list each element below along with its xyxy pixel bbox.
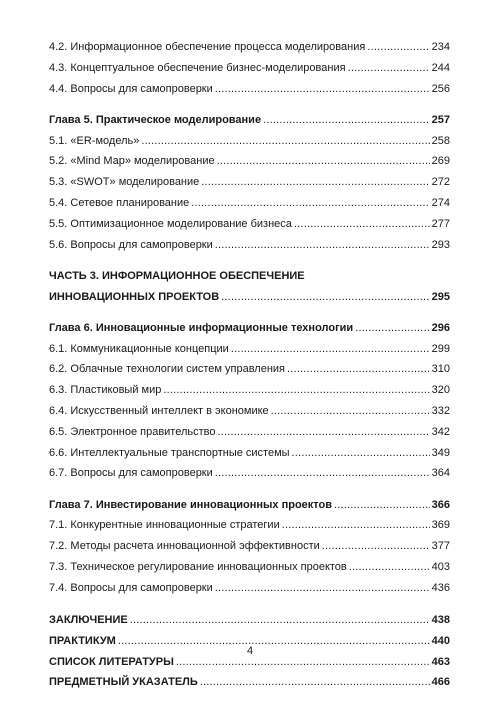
toc-entry-5-6 <box>49 235 450 256</box>
toc-entry-6-6 <box>49 443 450 464</box>
toc-entry-title: 7.1. Конкурентные инновационные стратегии <box>49 519 280 532</box>
toc-leader-dots <box>367 37 429 58</box>
toc-entry-title: 6.7. Вопросы для самопроверки <box>49 467 213 480</box>
toc-entry-7-1 <box>49 515 450 536</box>
toc-entry-title: 4.3. Концептуальное обеспечение бизнес-моделирования <box>49 61 346 74</box>
toc-entry-title: 5.1. «ER-модель» <box>49 134 140 147</box>
toc-entry-page: 277 <box>431 217 450 230</box>
toc-section-title: ЗАКЛЮЧЕНИЕ <box>49 614 128 627</box>
toc-leader-dots <box>141 131 429 152</box>
toc-entry-title: 6.1. Коммуникационные концепции <box>49 342 229 355</box>
spacer <box>49 99 450 109</box>
toc-chapter-title: Глава 5. Практическое моделирование <box>49 113 262 126</box>
toc-entry-page: 257 <box>431 113 450 126</box>
toc-entry-page: 274 <box>431 196 450 209</box>
toc-leader-dots <box>200 672 430 693</box>
toc-entry-page: 320 <box>431 384 450 397</box>
spacer <box>49 307 450 317</box>
toc-entry-6-5 <box>49 422 450 443</box>
toc-entry-page: 332 <box>431 404 450 417</box>
toc-entry-5-3 <box>49 172 450 193</box>
toc-entry-page: 299 <box>431 342 450 355</box>
toc-entry-page: 466 <box>431 676 450 689</box>
toc-leader-dots <box>322 536 430 557</box>
toc-leader-dots <box>221 287 429 308</box>
toc-entry-page: 293 <box>431 238 450 251</box>
toc-section-title: ПРЕДМЕТНЫЙ УКАЗАТЕЛЬ <box>49 676 198 689</box>
toc-entry-title: 4.2. Информационное обеспечение процесса моделирования <box>49 41 366 53</box>
toc-entry-page: 436 <box>431 581 450 594</box>
toc-entry-title: 6.3. Пластиковый мир <box>49 384 162 397</box>
toc-entry-page: 342 <box>431 425 450 438</box>
toc-leader-dots <box>271 401 430 422</box>
toc-entry-title: 6.2. Облачные технологии систем управления <box>49 363 285 376</box>
toc-entry-5-5 <box>49 214 450 235</box>
toc-entry-page: 269 <box>431 155 450 168</box>
toc-entry-title: 7.3. Техническое регулирование инновационных проектов <box>49 560 347 573</box>
toc-leader-dots <box>201 172 429 193</box>
toc-chapter-5 <box>49 110 450 131</box>
toc-entry-4-3 <box>49 58 450 79</box>
toc-leader-dots <box>163 380 429 401</box>
table-of-contents <box>49 37 450 693</box>
toc-leader-dots <box>191 193 429 214</box>
toc-entry-page: 364 <box>431 467 450 480</box>
toc-entry-6-7 <box>49 463 450 484</box>
spacer <box>49 255 450 265</box>
toc-entry-title: 5.5. Оптимизационное моделирование бизнеса <box>49 217 292 230</box>
toc-entry-title: 6.5. Электронное правительство <box>49 425 216 438</box>
toc-leader-dots <box>263 110 430 131</box>
toc-entry-title: 5.3. «SWOT» моделирование <box>49 176 200 189</box>
toc-entry-7-3 <box>49 557 450 578</box>
toc-entry-6-3 <box>49 380 450 401</box>
toc-entry-6-4 <box>49 401 450 422</box>
toc-leader-dots <box>217 151 430 172</box>
toc-subject-index <box>49 672 450 693</box>
toc-entry-page: 403 <box>431 560 450 573</box>
toc-entry-page: 440 <box>431 634 450 647</box>
toc-entry-page: 463 <box>431 655 450 668</box>
toc-leader-dots <box>282 515 430 536</box>
toc-leader-dots <box>292 443 430 464</box>
toc-entry-page: 438 <box>431 614 450 627</box>
toc-leader-dots <box>334 495 430 516</box>
toc-entry-page: 296 <box>431 321 450 334</box>
toc-entry-page: 349 <box>431 446 450 459</box>
toc-entry-6-2 <box>49 359 450 380</box>
toc-entry-title: 4.4. Вопросы для самопроверки <box>49 82 213 95</box>
toc-entry-page: 256 <box>431 82 450 95</box>
toc-section-title: ПРАКТИКУМ <box>49 634 116 647</box>
toc-entry-title: 5.6. Вопросы для самопроверки <box>49 238 213 251</box>
toc-section-title: СПИСОК ЛИТЕРАТУРЫ <box>49 655 174 668</box>
toc-chapter-title: Глава 6. Инновационные информационные технологии <box>49 321 354 334</box>
toc-entry-4-2 <box>49 37 450 58</box>
page-number: 4 <box>246 645 254 657</box>
toc-entry-page: 369 <box>431 519 450 532</box>
toc-entry-page: 272 <box>431 176 450 189</box>
toc-part-3 <box>49 287 450 308</box>
toc-leader-dots <box>215 463 430 484</box>
toc-part-title: ИННОВАЦИОННЫХ ПРОЕКТОВ <box>49 290 220 303</box>
toc-entry-page: 244 <box>431 61 450 74</box>
toc-entry-page: 234 <box>431 41 450 53</box>
toc-leader-dots <box>349 557 430 578</box>
toc-leader-dots <box>348 58 430 79</box>
toc-entry-7-2 <box>49 536 450 557</box>
toc-entry-title: 5.4. Сетевое планирование <box>49 196 190 209</box>
toc-conclusion <box>49 610 450 631</box>
toc-entry-page: 310 <box>431 363 450 376</box>
toc-entry-5-4 <box>49 193 450 214</box>
toc-entry-5-2 <box>49 151 450 172</box>
toc-leader-dots <box>218 422 430 443</box>
toc-leader-dots <box>355 318 429 339</box>
toc-entry-page: 366 <box>431 498 450 511</box>
spacer <box>49 484 450 494</box>
toc-part-3-title-line1: ЧАСТЬ 3. ИНФОРМАЦИОННОЕ ОБЕСПЕЧЕНИЕ <box>49 269 305 282</box>
toc-entry-page: 258 <box>431 134 450 147</box>
toc-entry-4-4 <box>49 79 450 100</box>
toc-chapter-title: Глава 7. Инвестирование инновационных проектов <box>49 498 333 511</box>
toc-entry-7-4 <box>49 578 450 599</box>
toc-entry-page: 377 <box>431 540 450 553</box>
toc-leader-dots <box>231 339 430 360</box>
toc-leader-dots <box>215 235 430 256</box>
toc-entry-title: 7.2. Методы расчета инновационной эффективности <box>49 540 320 553</box>
toc-entry-title: 6.6. Интеллектуальные транспортные системы <box>49 446 290 459</box>
toc-chapter-6 <box>49 318 450 339</box>
toc-leader-dots <box>294 214 430 235</box>
toc-entry-page: 295 <box>431 290 450 303</box>
toc-entry-title: 6.4. Искусственный интеллект в экономике <box>49 404 269 417</box>
toc-leader-dots <box>130 610 430 631</box>
toc-chapter-7 <box>49 495 450 516</box>
spacer <box>49 598 450 610</box>
toc-entry-title: 5.2. «Mind Map» моделирование <box>49 155 215 168</box>
toc-leader-dots <box>215 79 430 100</box>
toc-entry-6-1 <box>49 339 450 360</box>
toc-entry-title: 7.4. Вопросы для самопроверки <box>49 581 213 594</box>
toc-entry-5-1 <box>49 131 450 152</box>
toc-leader-dots <box>215 578 430 599</box>
toc-leader-dots <box>287 359 430 380</box>
